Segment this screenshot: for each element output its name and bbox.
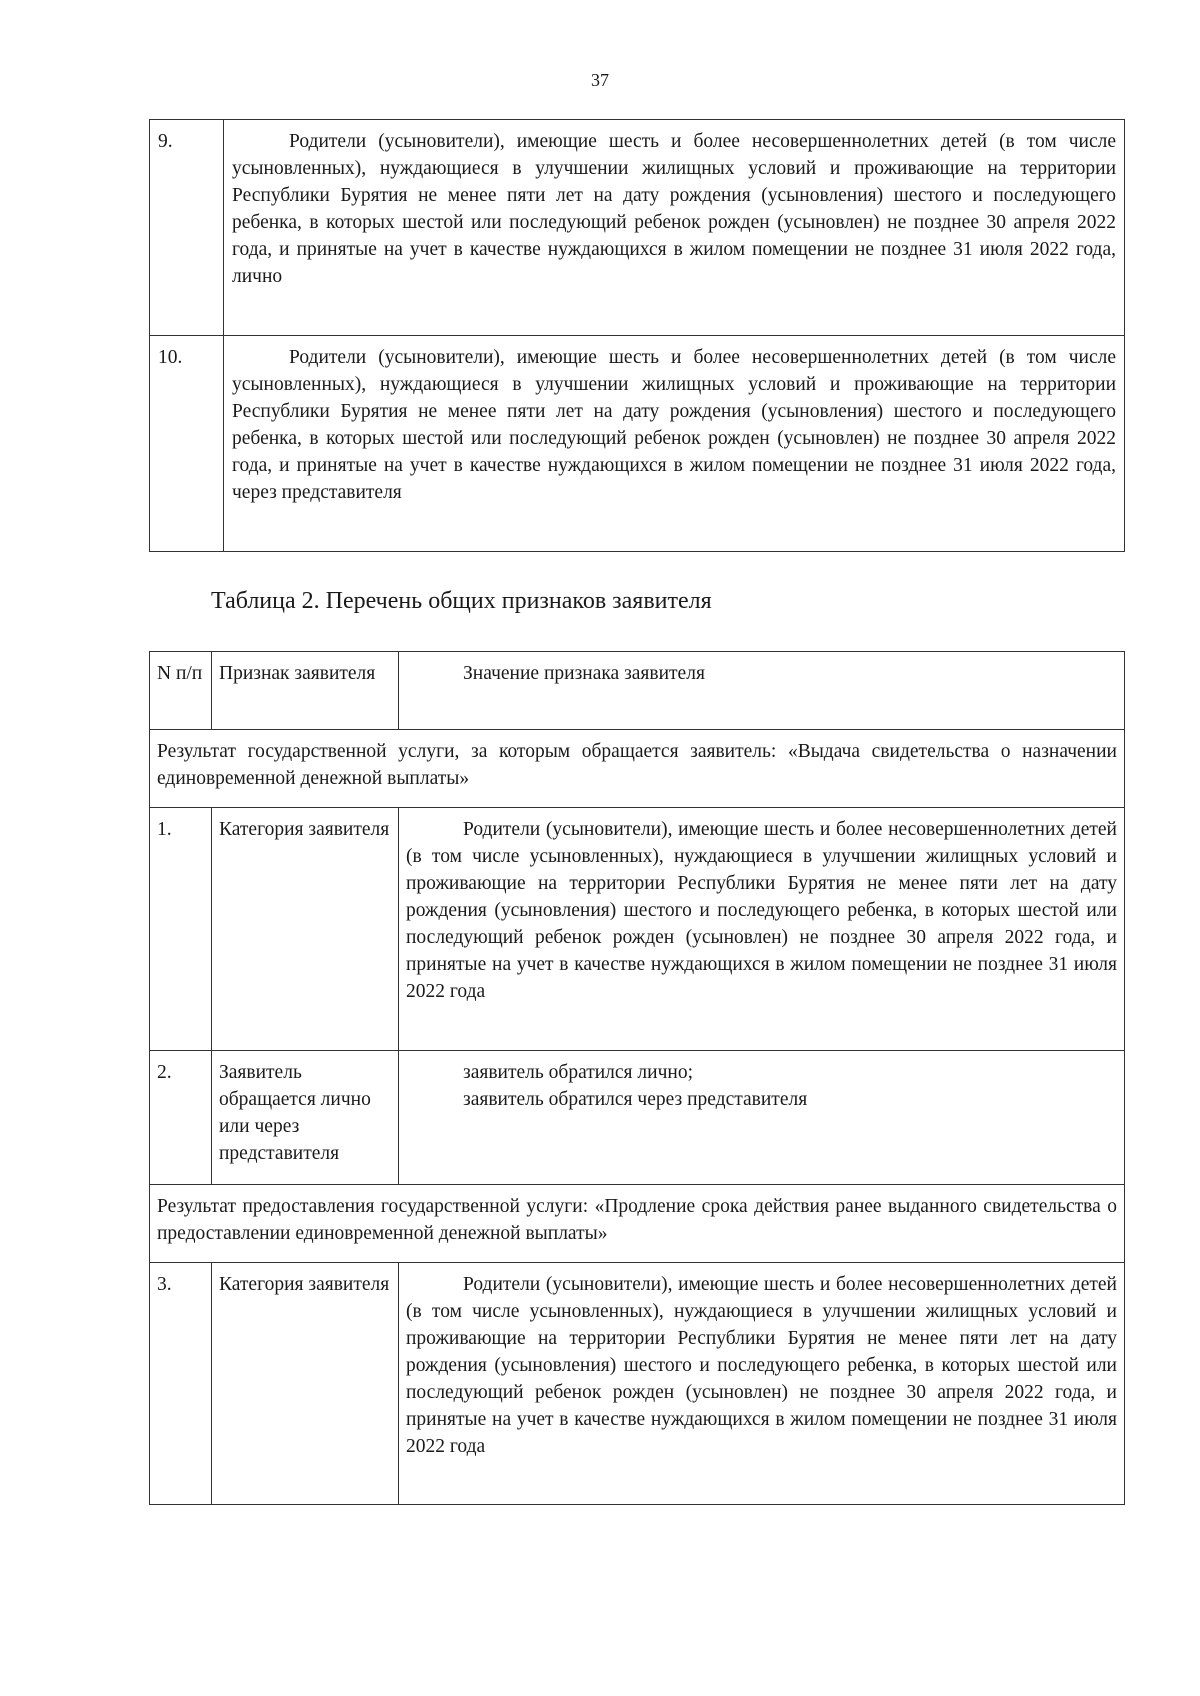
table-row [150, 120, 1125, 336]
table-row [150, 808, 1125, 1051]
applicant-variants-table [149, 119, 1125, 552]
page-number: 37 [591, 70, 609, 90]
header-attribute: Признак заявителя [212, 652, 399, 730]
row-number: 9. [150, 120, 224, 336]
value-line: заявитель обратился лично; [463, 1062, 693, 1083]
section-row [150, 730, 1125, 808]
row-text: Родители (усыновители), имеющие шесть и более несовершеннолетних детей (в том числе усыновленных), нуждающиеся в улучшении жилищных условий и проживающие на территории Республики Бурятия не менее пяти лет на дату рождения (усыновления) шестого и последующего ребенка, в которых шестой или последующий ребенок рожден (усыновлен) не позднее 30 апреля 2022 года, и принятые на учет в качестве нуждающихся в жилом помещении не позднее 31 июля 2022 года, через представителя [224, 336, 1125, 552]
row-number: 1. [150, 808, 212, 1051]
row-number: 2. [150, 1051, 212, 1185]
header-value: Значение признака заявителя [399, 652, 1125, 730]
header-num: N п/п [150, 652, 212, 730]
table-row [150, 336, 1125, 552]
row-value: Родители (усыновители), имеющие шесть и более несовершеннолетних детей (в том числе усыновленных), нуждающиеся в улучшении жилищных условий и проживающие на территории Республики Бурятия не менее пяти лет на дату рождения (усыновления) шестого и последующего ребенка, в которых шестой или последующий ребенок рожден (усыновлен) не позднее 30 апреля 2022 года, и принятые на учет в качестве нуждающихся в жилом помещении не позднее 31 июля 2022 года [399, 808, 1125, 1051]
table-header-row [150, 652, 1125, 730]
section-title: Результат предоставления государственной услуги: «Продление срока действия ранее выданного свидетельства о предоставлении единовременной денежной выплаты» [150, 1185, 1125, 1263]
row-number: 3. [150, 1263, 212, 1505]
row-value [399, 1051, 1125, 1185]
applicant-attributes-table [149, 651, 1125, 1505]
table-row [150, 1051, 1125, 1185]
row-value: Родители (усыновители), имеющие шесть и более несовершеннолетних детей (в том числе усыновленных), нуждающиеся в улучшении жилищных условий и проживающие на территории Республики Бурятия не менее пяти лет на дату рождения (усыновления) шестого и последующего ребенка, в которых шестой или последующий ребенок рожден (усыновлен) не позднее 30 апреля 2022 года, и принятые на учет в качестве нуждающихся в жилом помещении не позднее 31 июля 2022 года [399, 1263, 1125, 1505]
row-attribute: Категория заявителя [212, 1263, 399, 1505]
value-line: заявитель обратился через представителя [463, 1089, 808, 1110]
row-number: 10. [150, 336, 224, 552]
section-title: Результат государственной услуги, за которым обращается заявитель: «Выдача свидетельства о назначении единовременной денежной выплаты» [150, 730, 1125, 808]
table-caption: Таблица 2. Перечень общих признаков заявителя [211, 588, 712, 614]
row-attribute: Категория заявителя [212, 808, 399, 1051]
row-text: Родители (усыновители), имеющие шесть и более несовершеннолетних детей (в том числе усыновленных), нуждающиеся в улучшении жилищных условий и проживающие на территории Республики Бурятия не менее пяти лет на дату рождения (усыновления) шестого и последующего ребенка, в которых шестой или последующий ребенок рожден (усыновлен) не позднее 30 апреля 2022 года, и принятые на учет в качестве нуждающихся в жилом помещении не позднее 31 июля 2022 года, лично [224, 120, 1125, 336]
table-row [150, 1263, 1125, 1505]
row-attribute: Заявитель обращается лично или через представителя [212, 1051, 399, 1185]
section-row [150, 1185, 1125, 1263]
